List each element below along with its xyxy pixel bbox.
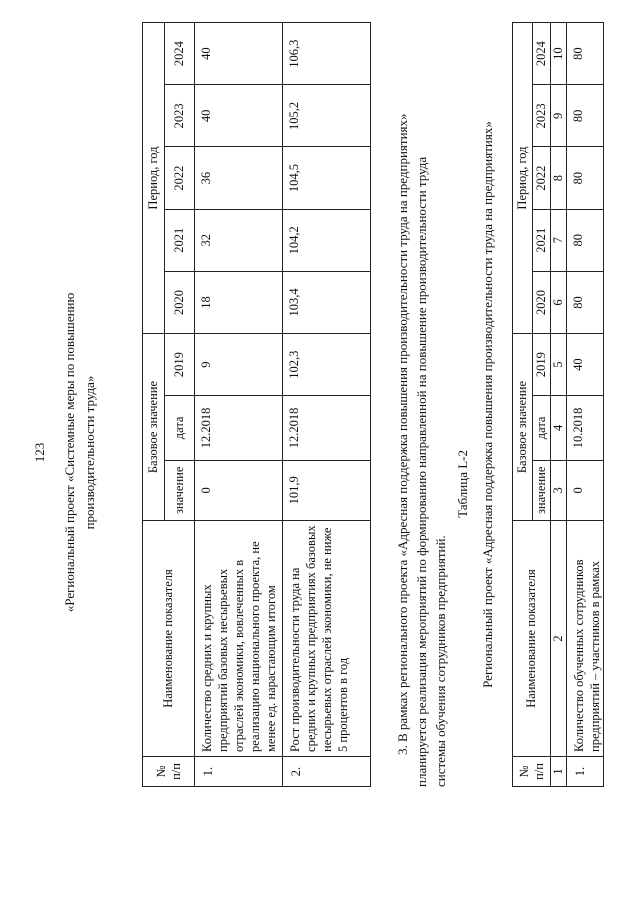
paragraph-line: планируется реализация мероприятий по формированию направленной на повышение производительности труда [414,156,429,787]
row-name: Количество средних и крупных предприятий базовых несырьевых отраслей экономики, вовлеченных в реализацию национального проекта, не менее ед. нарастающим итогом [195,521,283,757]
header-num: № п/п [513,756,551,786]
row-year-value: 80 [567,23,604,85]
row-value: 0 [195,460,283,521]
header-year: 2019 [165,334,195,396]
table-row [283,23,371,787]
header-year: 2024 [165,23,195,85]
row-year-value: 104,5 [283,147,371,209]
header-year: 2022 [165,147,195,209]
row-year-value: 80 [567,147,604,209]
row-year-value: 18 [195,271,283,333]
row-num: 1. [195,756,283,786]
column-number: 6 [551,271,567,333]
body-paragraph [393,22,450,787]
header-year: 2019 [533,334,551,396]
header-name: Наименование показателя [143,521,195,757]
header-date: дата [533,396,551,460]
row-year-value: 105,2 [283,85,371,147]
row-year-value: 32 [195,209,283,271]
header-base: Базовое значение [513,334,533,521]
row-name: Рост производительности труда на средних и крупных предприятиях базовых несырьевых отраслей экономики, не ниже 5 процентов в год [283,521,371,757]
table-row [567,23,604,787]
table-row [195,23,283,787]
row-year-value: 40 [195,23,283,85]
row-value: 0 [567,460,604,521]
header-base: Базовое значение [143,334,165,521]
section-title-line: «Региональный проект «Системные меры по повышению [62,292,77,613]
paragraph-line: системы обучения сотрудников предприятий. [433,535,448,787]
header-year: 2023 [533,85,551,147]
row-year-value: 80 [567,85,604,147]
row-year-value: 40 [567,334,604,396]
header-date: дата [165,396,195,460]
header-year: 2022 [533,147,551,209]
column-number: 3 [551,460,567,521]
header-value: значение [533,460,551,521]
row-year-value: 104,2 [283,209,371,271]
column-number: 4 [551,396,567,460]
header-year: 2023 [165,85,195,147]
header-period: Период, год [513,23,533,334]
row-num: 1. [567,756,604,786]
section-title-line: производительности труда» [82,375,97,530]
row-year-value: 80 [567,271,604,333]
column-number: 10 [551,23,567,85]
row-num: 2. [283,756,371,786]
table2-title: Региональный проект «Адресная поддержка повышения производительности труда на предприятиях» [480,121,495,688]
row-value: 101,9 [283,460,371,521]
row-year-value: 40 [195,85,283,147]
indicators-table-2 [512,22,604,787]
indicators-table-1 [142,22,371,787]
header-period: Период, год [143,23,165,334]
column-number: 5 [551,334,567,396]
row-name: Количество обученных сотрудников предприятий – участников в рамках [567,521,604,757]
column-number: 1 [551,756,567,786]
header-year: 2020 [533,271,551,333]
header-value: значение [165,460,195,521]
header-year: 2021 [165,209,195,271]
section-title [60,220,100,685]
row-year-value: 106,3 [283,23,371,85]
page-number: 123 [32,442,47,463]
paragraph-line: 3. В рамках регионального проекта «Адресная поддержка повышения производительности труда на предприятиях» [395,113,410,755]
header-num: № п/п [143,756,195,786]
column-number: 2 [551,521,567,757]
row-year-value: 103,4 [283,271,371,333]
row-year-value: 9 [195,334,283,396]
row-year-value: 36 [195,147,283,209]
header-name: Наименование показателя [513,521,551,757]
row-year-value: 102,3 [283,334,371,396]
column-number: 9 [551,85,567,147]
row-year-value: 80 [567,209,604,271]
header-year: 2024 [533,23,551,85]
column-number: 8 [551,147,567,209]
column-number-row [551,23,567,787]
table-label: Таблица L-2 [455,450,470,518]
header-year: 2021 [533,209,551,271]
column-number: 7 [551,209,567,271]
row-date: 12.2018 [195,396,283,460]
header-year: 2020 [165,271,195,333]
row-date: 10.2018 [567,396,604,460]
row-date: 12.2018 [283,396,371,460]
